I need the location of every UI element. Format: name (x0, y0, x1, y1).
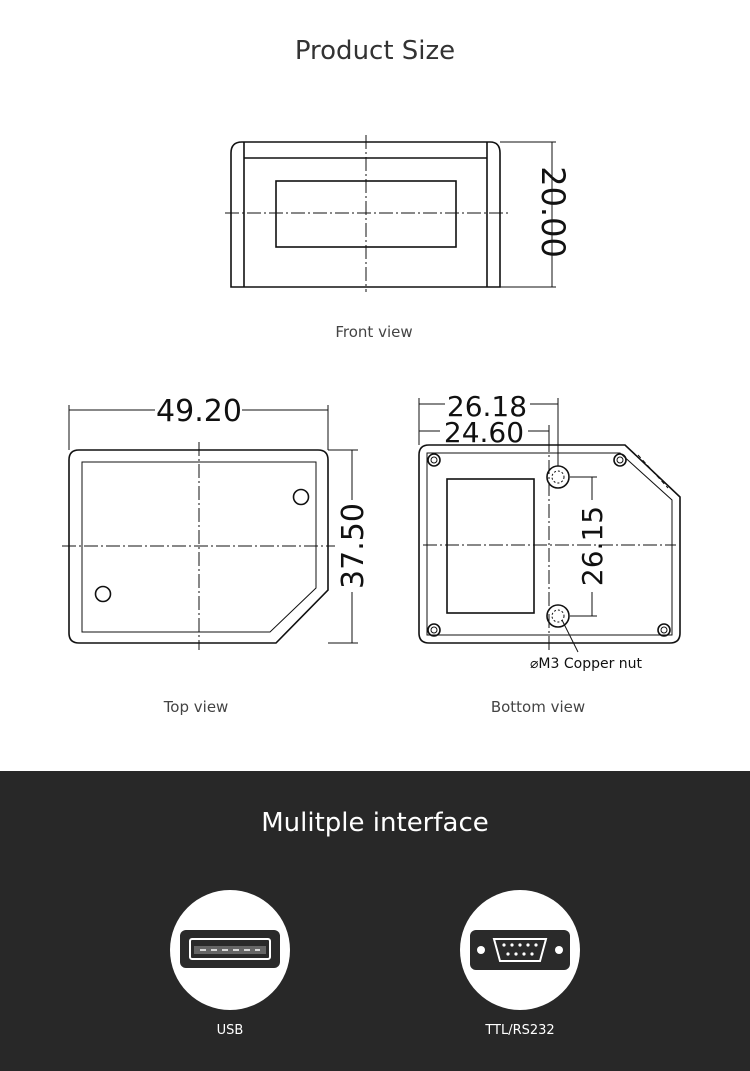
bottom-dim-outer: 26.18 (446, 390, 528, 423)
serial-icon-circle (460, 890, 580, 1010)
top-view-caption: Top view (163, 698, 229, 716)
bottom-dim-inner: 24.60 (443, 416, 525, 449)
top-height-dim: 37.50 (336, 503, 371, 589)
front-height-dim: 20.00 (534, 166, 572, 258)
top-width-dim: 49.20 (156, 394, 242, 429)
interface-title: Mulitple interface (261, 808, 489, 838)
bottom-view-caption: Bottom view (490, 698, 586, 716)
section-title: Product Size (294, 36, 456, 66)
usb-port-icon (170, 890, 290, 1010)
usb-icon-circle (170, 890, 290, 1010)
bottom-dim-vertical: 26.15 (576, 505, 609, 587)
nut-label: ⌀M3 Copper nut (530, 656, 643, 672)
db9-serial-port-icon (460, 890, 580, 1010)
usb-label: USB (216, 1023, 244, 1038)
front-view-caption: Front view (335, 323, 413, 341)
ttl-rs232-label: TTL/RS232 (485, 1023, 555, 1038)
